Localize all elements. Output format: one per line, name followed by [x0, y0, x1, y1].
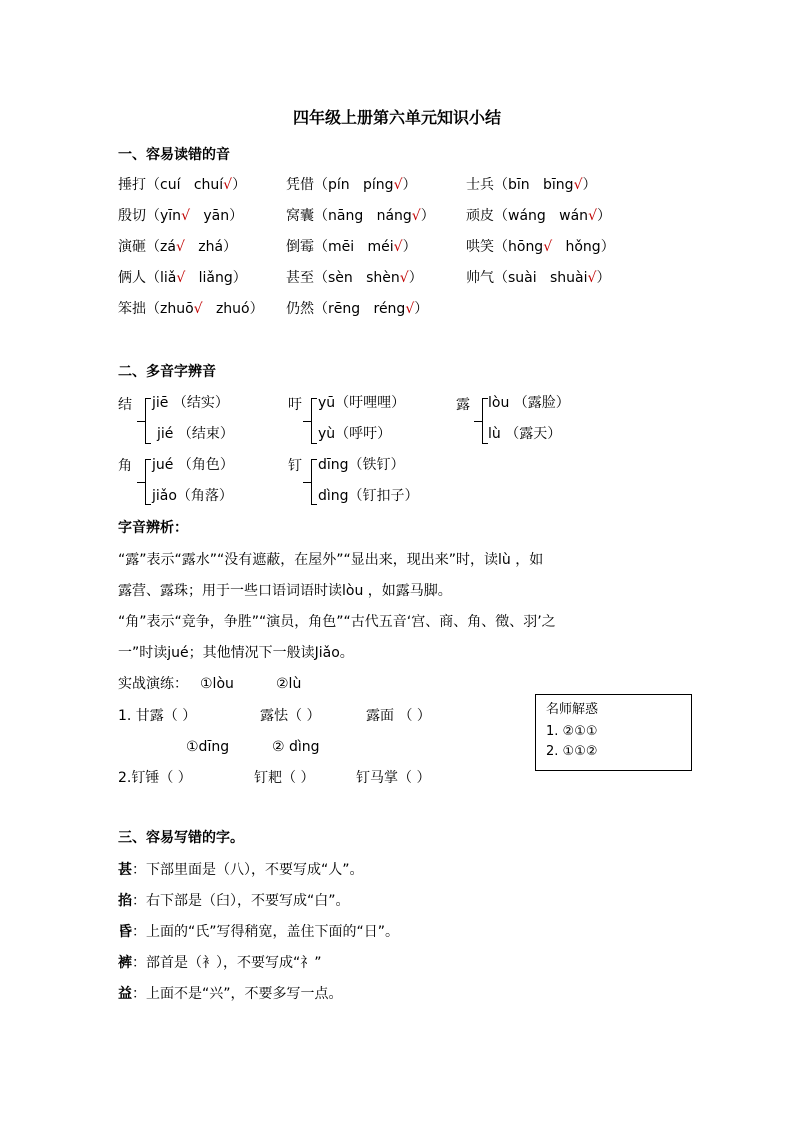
- section1-heading: 一、容易读错的音: [118, 147, 230, 163]
- word: 倒霉: [286, 239, 314, 255]
- bracket: ）: [232, 270, 247, 286]
- answer-line: 1. ②①①: [546, 724, 598, 739]
- pinyin-option-b: méi: [367, 239, 394, 255]
- char-note: [118, 953, 322, 973]
- word: 演砸: [118, 239, 146, 255]
- brace: [145, 398, 151, 444]
- note-char: 甚: [118, 862, 132, 878]
- bracket: ）: [600, 239, 615, 255]
- word: 士兵: [466, 177, 494, 193]
- spacer: [350, 177, 363, 193]
- bracket: ）: [402, 177, 417, 193]
- polyphone-reading: jié （结束）: [157, 426, 234, 442]
- spacer: [537, 270, 550, 286]
- bracket: ）: [414, 301, 429, 317]
- note-text: ：下部里面是（八），不要写成“人”。: [132, 862, 364, 878]
- pinyin-option-b: wán: [559, 208, 589, 224]
- practice-question: 露面 （ ）: [366, 708, 431, 724]
- note-text: ：上面的“氏”写得稍宽，盖住下面的“日”。: [132, 924, 400, 940]
- polyphone-reading: dīng（铁钉）: [318, 457, 405, 473]
- polyphone-reading: jiǎo（角落）: [152, 488, 233, 504]
- pinyin-option-b: chuí: [193, 177, 224, 193]
- note-char: 裤: [118, 955, 132, 971]
- word-pronunciation: [286, 237, 417, 257]
- word: 哄笑: [466, 239, 494, 255]
- bracket: （: [314, 177, 328, 193]
- pinyin-option-a: zá: [160, 239, 176, 255]
- pinyin-option-b: shuài: [550, 270, 588, 286]
- polyphone-reading: lòu （露脸）: [488, 395, 570, 411]
- answer-box-title: 名师解惑: [546, 702, 599, 717]
- bracket: ）: [223, 239, 238, 255]
- polyphone-char: 结: [118, 397, 132, 413]
- word-pronunciation: [118, 206, 243, 226]
- practice-question: 钉耙（ ）: [254, 770, 315, 786]
- note-char: 益: [118, 986, 132, 1002]
- check-mark: √: [176, 270, 186, 286]
- word-pronunciation: [466, 175, 596, 195]
- practice-option: ②lù: [276, 676, 302, 692]
- word: 殷切: [118, 208, 146, 224]
- pinyin-option-a: bīn: [508, 177, 530, 193]
- spacer: [180, 177, 193, 193]
- practice-question: 1. 甘露（ ）: [118, 708, 197, 724]
- analysis-line: “角”表示“竞争，争胜”“演员，角色”“古代五音‘宫、商、角、徵、羽’之: [118, 614, 556, 630]
- word-pronunciation: [286, 268, 423, 288]
- bracket: （: [146, 177, 160, 193]
- bracket: ）: [408, 270, 423, 286]
- spacer: [185, 239, 198, 255]
- bracket: ）: [596, 208, 611, 224]
- pinyin-option-a: mēi: [328, 239, 355, 255]
- pinyin-option-a: wáng: [508, 208, 546, 224]
- check-mark: √: [411, 208, 421, 224]
- check-mark: √: [399, 270, 409, 286]
- bracket: （: [146, 208, 160, 224]
- pinyin-option-a: zhuō: [160, 301, 194, 317]
- check-mark: √: [223, 177, 233, 193]
- polyphone-reading: jué （角色）: [152, 457, 234, 473]
- bracket: （: [314, 208, 328, 224]
- check-mark: √: [405, 301, 415, 317]
- check-mark: √: [393, 239, 403, 255]
- pinyin-option-a: suài: [508, 270, 537, 286]
- pinyin-option-b: zhá: [198, 239, 224, 255]
- bracket: ）: [596, 270, 611, 286]
- pinyin-option-a: nāng: [328, 208, 364, 224]
- analysis-line: 露营、露珠；用于一些口语词语时读lòu ，如露马脚。: [118, 583, 452, 599]
- polyphone-reading: yù（呼吁）: [318, 426, 392, 442]
- word-pronunciation: [118, 299, 264, 319]
- bracket: （: [314, 270, 328, 286]
- polyphone-char: 角: [118, 458, 132, 474]
- word-pronunciation: [286, 175, 416, 195]
- pinyin-option-b: yān: [203, 208, 230, 224]
- page-title: 四年级上册第六单元知识小结: [292, 108, 501, 127]
- spacer: [185, 270, 198, 286]
- pinyin-option-b: náng: [376, 208, 412, 224]
- pinyin-option-a: yīn: [160, 208, 182, 224]
- spacer: [530, 177, 543, 193]
- word: 凭借: [286, 177, 314, 193]
- polyphone-char: 钉: [288, 458, 302, 474]
- pinyin-option-b: shèn: [366, 270, 400, 286]
- brace: [311, 459, 317, 505]
- pinyin-option-b: zhuó: [215, 301, 250, 317]
- word-pronunciation: [118, 268, 247, 288]
- spacer: [203, 301, 216, 317]
- pinyin-option-a: hōng: [508, 239, 544, 255]
- spacer: [190, 208, 203, 224]
- pinyin-option-a: liǎ: [160, 270, 177, 286]
- answer-line: 2. ①①②: [546, 744, 598, 759]
- char-note: [118, 860, 364, 880]
- section3-heading: 三、容易写错的字。: [118, 830, 244, 846]
- bracket: （: [494, 177, 508, 193]
- check-mark: √: [587, 270, 597, 286]
- word: 捶打: [118, 177, 146, 193]
- bracket: （: [494, 208, 508, 224]
- bracket: ）: [249, 301, 264, 317]
- bracket: （: [146, 301, 160, 317]
- practice-option: ①dīng: [186, 739, 230, 755]
- practice-question: 钉马掌（ ）: [356, 770, 431, 786]
- word-pronunciation: [466, 268, 610, 288]
- note-char: 昏: [118, 924, 132, 940]
- practice-question: 露怯（ ）: [260, 708, 321, 724]
- pinyin-option-b: réng: [373, 301, 406, 317]
- bracket: （: [494, 239, 508, 255]
- check-mark: √: [543, 239, 553, 255]
- spacer: [353, 270, 366, 286]
- check-mark: √: [193, 301, 203, 317]
- spacer: [546, 208, 559, 224]
- word: 帅气: [466, 270, 494, 286]
- check-mark: √: [588, 208, 597, 224]
- spacer: [552, 239, 565, 255]
- note-text: ：部首是（衤），不要写成“礻”: [132, 955, 322, 971]
- word: 窝囊: [286, 208, 314, 224]
- analysis-line: “露”表示“露水”“没有遮蔽，在屋外”“显出来，现出来”时，读lù ，如: [118, 552, 544, 568]
- brace: [145, 459, 151, 505]
- char-note: [118, 984, 343, 1004]
- pinyin-option-a: rēng: [328, 301, 361, 317]
- practice-option: ② dìng: [272, 739, 320, 755]
- polyphone-reading: yū（吁哩哩）: [318, 395, 406, 411]
- char-note: [118, 922, 399, 942]
- practice-question: 2.钉锤（ ）: [118, 770, 192, 786]
- brace: [311, 398, 317, 444]
- bracket: ）: [232, 177, 247, 193]
- word: 俩人: [118, 270, 146, 286]
- polyphone-char: 吁: [288, 397, 302, 413]
- spacer: [354, 239, 367, 255]
- word: 仍然: [286, 301, 314, 317]
- analysis-heading: 字音辨析：: [118, 520, 188, 536]
- polyphone-reading: jiē （结实）: [152, 395, 229, 411]
- word-pronunciation: [118, 175, 246, 195]
- word: 笨拙: [118, 301, 146, 317]
- bracket: （: [146, 270, 160, 286]
- bracket: ）: [420, 208, 435, 224]
- pinyin-option-b: liǎng: [198, 270, 233, 286]
- word: 甚至: [286, 270, 314, 286]
- bracket: （: [314, 301, 328, 317]
- check-mark: √: [175, 239, 185, 255]
- practice-option: ①lòu: [200, 676, 234, 692]
- polyphone-reading: dìng（钉扣子）: [318, 488, 419, 504]
- check-mark: √: [181, 208, 190, 224]
- section2-heading: 二、多音字辨音: [118, 364, 216, 380]
- word-pronunciation: [286, 206, 435, 226]
- pinyin-option-b: píng: [363, 177, 394, 193]
- answer-box: [535, 694, 692, 771]
- bracket: （: [314, 239, 328, 255]
- analysis-line: 一”时读jué；其他情况下一般读Jiǎo。: [118, 645, 354, 661]
- note-char: 掐: [118, 893, 132, 909]
- spacer: [363, 208, 376, 224]
- word-pronunciation: [466, 206, 611, 226]
- char-note: [118, 891, 350, 911]
- bracket: ）: [229, 208, 244, 224]
- bracket: ）: [402, 239, 417, 255]
- word-pronunciation: [466, 237, 615, 257]
- polyphone-reading: lù （露天）: [488, 426, 562, 442]
- pinyin-option-a: sèn: [328, 270, 353, 286]
- word-pronunciation: [286, 299, 428, 319]
- word: 顽皮: [466, 208, 494, 224]
- check-mark: √: [393, 177, 403, 193]
- practice-label: 实战演练：: [118, 676, 188, 692]
- bracket: （: [494, 270, 508, 286]
- note-text: ：右下部是（臼），不要写成“白”。: [132, 893, 350, 909]
- check-mark: √: [573, 177, 583, 193]
- pinyin-option-a: pín: [328, 177, 350, 193]
- polyphone-char: 露: [456, 397, 470, 413]
- bracket: ）: [582, 177, 597, 193]
- pinyin-option-b: hǒng: [565, 239, 601, 255]
- pinyin-option-a: cuí: [160, 177, 181, 193]
- note-text: ：上面不是“兴”，不要多写一点。: [132, 986, 343, 1002]
- word-pronunciation: [118, 237, 237, 257]
- spacer: [360, 301, 373, 317]
- bracket: （: [146, 239, 160, 255]
- pinyin-option-b: bīng: [543, 177, 574, 193]
